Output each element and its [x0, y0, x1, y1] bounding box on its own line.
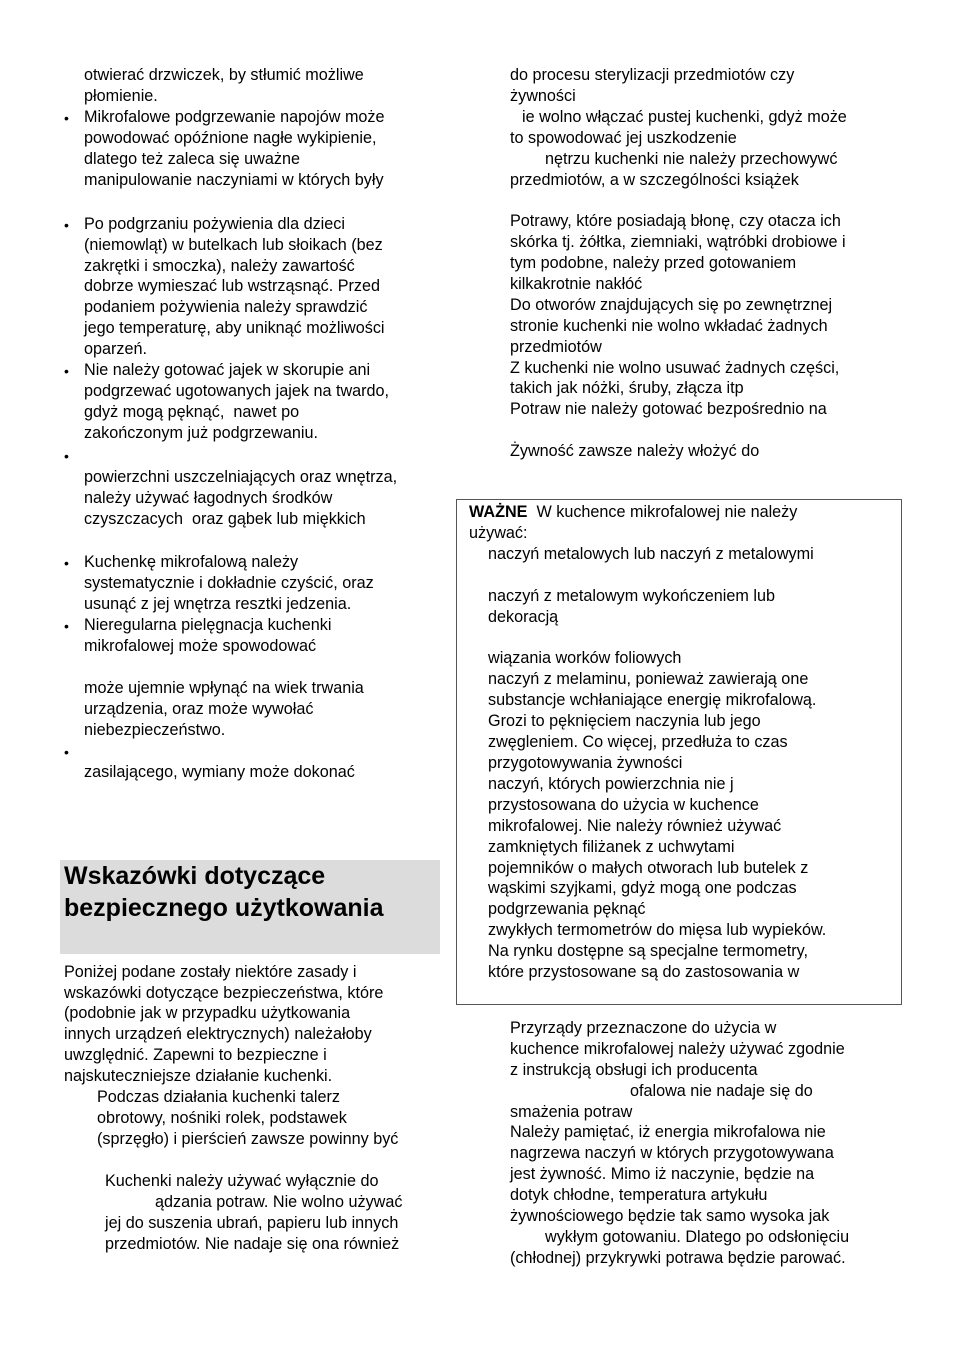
bullet-icon: •	[64, 217, 69, 233]
text-line: kuchence mikrofalowej należy używać zgodnie	[510, 1040, 845, 1058]
bullet-icon: •	[64, 555, 69, 571]
text-line: systematycznie i dokładnie czyścić, oraz	[84, 574, 374, 592]
text-line: oparzeń.	[84, 340, 147, 358]
list-item: zamkniętych filiżanek z uchwytami	[488, 838, 735, 856]
text-line: innych urządzeń elektrycznych) należałoby	[64, 1025, 372, 1043]
text-line: dobrze wymieszać lub wstrząsnąć. Przed	[84, 277, 380, 295]
text-line: manipulowanie naczyniami w których były	[84, 171, 384, 189]
list-item: zwykłych termometrów do mięsa lub wypieków.	[488, 921, 827, 939]
list-item: Na rynku dostępne są specjalne termometry,	[488, 942, 809, 960]
text-line: Po podgrzaniu pożywienia dla dzieci	[84, 215, 345, 233]
text-line: czyszczacych oraz gąbek lub miękkich	[84, 510, 366, 528]
text-line: płomienie.	[84, 87, 158, 105]
text-line: należy używać łagodnych środków	[84, 489, 333, 507]
text-line: jej do suszenia ubrań, papieru lub innych	[105, 1214, 399, 1232]
list-item: podgrzewania pęknąć	[488, 900, 646, 918]
text-line: kilkakrotnie nakłóć	[510, 275, 643, 293]
text-line: jego temperaturę, aby uniknąć możliwości	[84, 319, 385, 337]
text-line: przedmiotów, a w szczególności książek	[510, 171, 799, 189]
text-line: jest żywność. Mimo iż naczynie, będzie na	[510, 1165, 815, 1183]
text-line: Mikrofalowe podgrzewanie napojów może	[84, 108, 385, 126]
text-line: to spowodować jej uszkodzenie	[510, 129, 737, 147]
list-item: pojemników o małych otworach lub butelek z	[488, 859, 809, 877]
text-line: Kuchenki należy używać wyłącznie do	[105, 1172, 379, 1190]
text-line: wykłym gotowaniu. Dlatego po odsłonięciu	[545, 1228, 850, 1246]
text-line: może ujemnie wpłynąć na wiek trwania	[84, 679, 364, 697]
list-item: mikrofalowej. Nie należy również używać	[488, 817, 782, 835]
list-item: dekoracją	[488, 608, 559, 626]
text-line: zakrętki i smoczka), należy zawartość	[84, 257, 355, 275]
section-heading: bezpiecznego użytkowania	[64, 894, 384, 922]
list-item: substancje wchłaniające energię mikrofalową.	[488, 691, 817, 709]
important-intro-text: W kuchence mikrofalowej nie należy	[527, 503, 798, 521]
list-item: przystosowana do użycia w kuchence	[488, 796, 759, 814]
list-item: wiązania worków foliowych	[488, 649, 682, 667]
text-line: ofalowa nie nadaje się do	[630, 1082, 813, 1100]
text-line: Z kuchenki nie wolno usuwać żadnych części,	[510, 359, 840, 377]
text-line: Potrawy, które posiadają błonę, czy otacza ich	[510, 212, 841, 230]
text-line: przedmiotów	[510, 338, 602, 356]
text-line: Żywność zawsze należy włożyć do	[510, 442, 760, 460]
text-line: powodować opóźnione nagłe wykipienie,	[84, 129, 377, 147]
text-line: Potraw nie należy gotować bezpośrednio na	[510, 400, 827, 418]
text-line: otwierać drzwiczek, by stłumić możliwe	[84, 66, 364, 84]
text-line: uwzględnić. Zapewni to bezpieczne i	[64, 1046, 327, 1064]
bullet-icon: •	[64, 744, 69, 760]
list-item: zwęgleniem. Co więcej, przedłuża to czas	[488, 733, 788, 751]
text-line: do procesu sterylizacji przedmiotów czy	[510, 66, 795, 84]
text-line: urządzenia, oraz może wywołać	[84, 700, 314, 718]
text-line: (niemowląt) w butelkach lub słoikach (bez	[84, 236, 383, 254]
text-line: powierzchni uszczelniających oraz wnętrza,	[84, 468, 398, 486]
text-line: takich jak nóżki, śruby, złącza itp	[510, 379, 744, 397]
text-line: używać:	[469, 524, 528, 542]
text-line: smażenia potraw	[510, 1103, 633, 1121]
list-item: Grozi to pęknięciem naczynia lub jego	[488, 712, 761, 730]
text-line: żywności	[510, 87, 576, 105]
text-line: (sprzęgło) i pierścień zawsze powinny być	[97, 1130, 399, 1148]
bullet-icon: •	[64, 448, 69, 464]
list-item: które przystosowane są do zastosowania w	[488, 963, 800, 981]
text-line: podaniem pożywienia należy sprawdzić	[84, 298, 368, 316]
important-label: WAŻNE	[469, 503, 528, 521]
section-heading: Wskazówki dotyczące	[64, 862, 326, 890]
bullet-icon: •	[64, 618, 69, 634]
text-line: Przyrządy przeznaczone do użycia w	[510, 1019, 777, 1037]
list-item: naczyń z melaminu, ponieważ zawierają one	[488, 670, 809, 688]
text-line: obrotowy, nośniki rolek, podstawek	[97, 1109, 347, 1127]
text-line: Podczas działania kuchenki talerz	[97, 1088, 340, 1106]
text-line: z instrukcją obsługi ich producenta	[510, 1061, 758, 1079]
text-line: dlatego też zaleca się uważne	[84, 150, 300, 168]
list-item: wąskimi szyjkami, gdyż mogą one podczas	[488, 879, 797, 897]
text-line: nętrzu kuchenki nie należy przechowywć	[545, 150, 838, 168]
important-intro	[469, 502, 797, 522]
text-line: Należy pamiętać, iż energia mikrofalowa nie	[510, 1123, 826, 1141]
text-line: nagrzewa naczyń w których przygotowywana	[510, 1144, 834, 1162]
text-line: (podobnie jak w przypadku użytkowania	[64, 1004, 351, 1022]
text-line: żywnościowego będzie tak samo wysoka jak	[510, 1207, 830, 1225]
text-line: tym podobne, należy przed gotowaniem	[510, 254, 797, 272]
text-line: usunąć z jej wnętrza resztki jedzenia.	[84, 595, 352, 613]
text-line: Kuchenkę mikrofalową należy	[84, 553, 299, 571]
text-line: skórka tj. żółtka, ziemniaki, wątróbki drobiowe i	[510, 233, 846, 251]
list-item: naczyń z metalowym wykończeniem lub	[488, 587, 775, 605]
text-line: mikrofalowej może spowodować	[84, 637, 317, 655]
list-item: naczyń metalowych lub naczyń z metalowymi	[488, 545, 814, 563]
text-line: niebezpieczeństwo.	[84, 721, 226, 739]
text-line: dotyk chłodne, temperatura artykułu	[510, 1186, 768, 1204]
text-line: przedmiotów. Nie nadaje się ona również	[105, 1235, 400, 1253]
text-line: Nie należy gotować jajek w skorupie ani	[84, 361, 371, 379]
list-item: przygotowywania żywności	[488, 754, 683, 772]
text-line: ądzania potraw. Nie wolno używać	[155, 1193, 403, 1211]
text-line: Do otworów znajdujących się po zewnętrznej	[510, 296, 833, 314]
text-line: ie wolno włączać pustej kuchenki, gdyż może	[522, 108, 847, 126]
list-item: naczyń, których powierzchnia nie j	[488, 775, 734, 793]
text-line: (chłodnej) przykrywki potrawa będzie parować.	[510, 1249, 846, 1267]
text-line: wskazówki dotyczące bezpieczeństwa, które	[64, 984, 384, 1002]
text-line: stronie kuchenki nie wolno wkładać żadnych	[510, 317, 828, 335]
bullet-icon: •	[64, 110, 69, 126]
text-line: Nieregularna pielęgnacja kuchenki	[84, 616, 332, 634]
text-line: podgrzewać ugotowanych jajek na twardo,	[84, 382, 390, 400]
text-line: gdyż mogą pęknąć, nawet po	[84, 403, 300, 421]
text-line: zakończonym już podgrzewaniu.	[84, 424, 318, 442]
text-line: Poniżej podane zostały niektóre zasady i	[64, 963, 357, 981]
text-line: najskuteczniejsze działanie kuchenki.	[64, 1067, 333, 1085]
text-line: zasilającego, wymiany może dokonać	[84, 763, 355, 781]
bullet-icon: •	[64, 363, 69, 379]
